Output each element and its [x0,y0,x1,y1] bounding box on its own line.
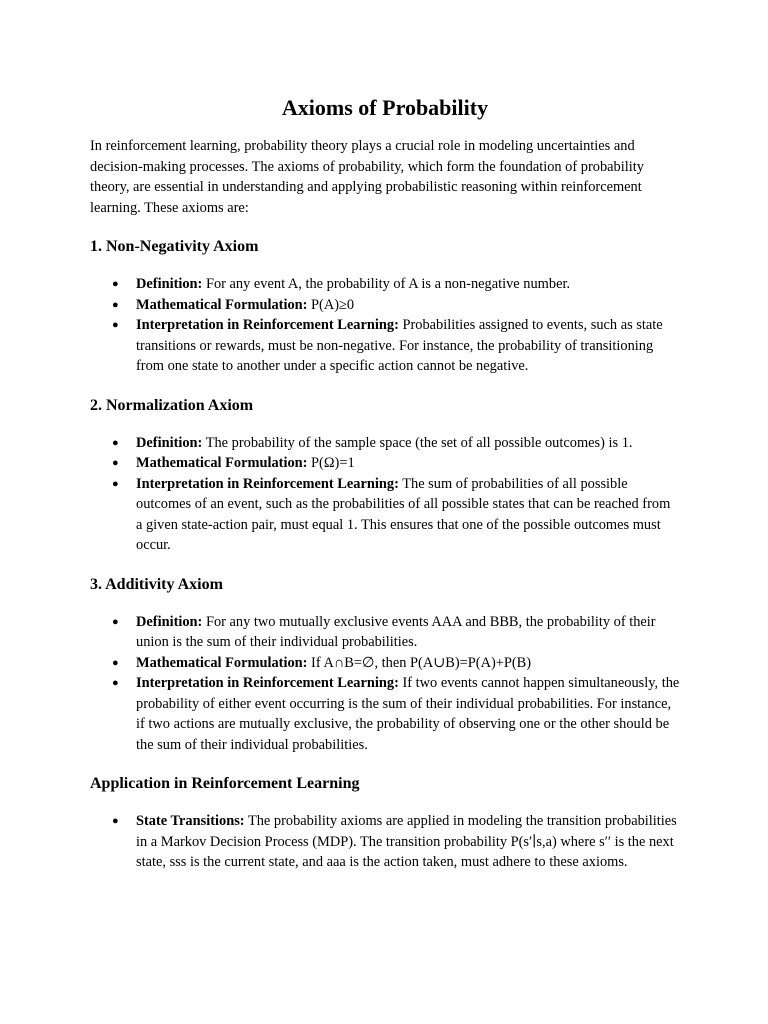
bullet-icon: ● [112,477,119,490]
document-page [90,90,680,873]
document-title: Axioms of Probability [281,95,489,120]
list-item [90,653,680,674]
section-list-normalization [90,433,680,556]
bullet-icon: ● [112,815,119,827]
item-text: The probability axioms are applied in modeling the transition probabilities in a Markov Decision Process (MDP). The transition probability P(s′∣s,a) where s′′ is the next state, sss is the current state, and aaa is the action taken, must adhere to these axioms. [136,813,677,870]
bullet-icon: ● [112,298,119,311]
item-label: Mathematical Formulation: [136,455,308,471]
item-label: Mathematical Formulation: [136,654,308,671]
section-list-non-negativity [90,274,680,377]
item-label: Definition: [136,434,203,451]
list-item [90,474,680,556]
item-text: The probability of the sample space (the set of all possible outcomes) is 1. [202,434,633,451]
section-heading-non-negativity: 1. Non-Negativity Axiom [90,238,259,255]
list-item [90,673,680,755]
item-label: Mathematical Formulation: [136,296,308,313]
item-text: P(Ω)=1 [307,455,355,471]
list-item [90,453,680,474]
item-label: Interpretation in Reinforcement Learning: [136,475,399,492]
list-item [90,433,680,454]
item-label: Interpretation in Reinforcement Learning: [136,675,399,691]
section-heading-application: Application in Reinforcement Learning [90,775,360,792]
item-label: Definition: [136,613,203,630]
bullet-icon: ● [112,615,119,628]
bullet-icon: ● [112,278,119,290]
list-item [90,315,680,377]
list-item [90,811,680,873]
item-text: For any two mutually exclusive events AAA and BBB, the probability of their union is the sum of their individual probabilities. [136,613,656,650]
item-label: State Transitions: [136,813,245,829]
bullet-icon: ● [112,436,119,449]
bullet-icon: ● [112,457,119,469]
list-item [90,612,680,653]
item-text: If two events cannot happen simultaneously, the probability of either event occurring is the sum of their individual probabilities. For instance, if two actions are mutually exclusive, the probability of observing one or the other should be the sum of their individual probabilities. [136,675,680,753]
item-label: Interpretation in Reinforcement Learning: [136,317,399,333]
item-text: The sum of probabilities of all possible outcomes of an event, such as the probabilities of all possible states that can be reached from a given state-action pair, must equal 1. This ensures that one of the possible outcomes must occur. [136,475,671,553]
item-text: If A∩B=∅, then P(A∪B)=P(A)+P(B) [307,654,532,671]
bullet-icon: ● [112,677,119,689]
list-item [90,274,680,295]
section-list-application [90,811,680,873]
bullet-icon: ● [112,656,119,669]
item-text: P(A)≥0 [307,296,355,313]
section-list-additivity [90,612,680,756]
section-heading-normalization: 2. Normalization Axiom [90,396,254,414]
list-item [90,295,680,316]
section-heading-additivity: 3. Additivity Axiom [90,575,223,593]
item-text: Probabilities assigned to events, such as state transitions or rewards, must be non-negative. For instance, the probability of transitioning from one state to another under a specific action cannot be negative. [136,317,663,374]
intro-paragraph: In reinforcement learning, probability theory plays a crucial role in modeling uncertainties and decision-making processes. The axioms of probability, which form the foundation of probability theory, are essential in understanding and applying probabilistic reasoning within reinforcement learning. These axioms are: [90,138,644,216]
bullet-icon: ● [112,319,119,331]
item-label: Definition: [136,276,203,292]
item-text: For any event A, the probability of A is a non-negative number. [202,276,571,292]
